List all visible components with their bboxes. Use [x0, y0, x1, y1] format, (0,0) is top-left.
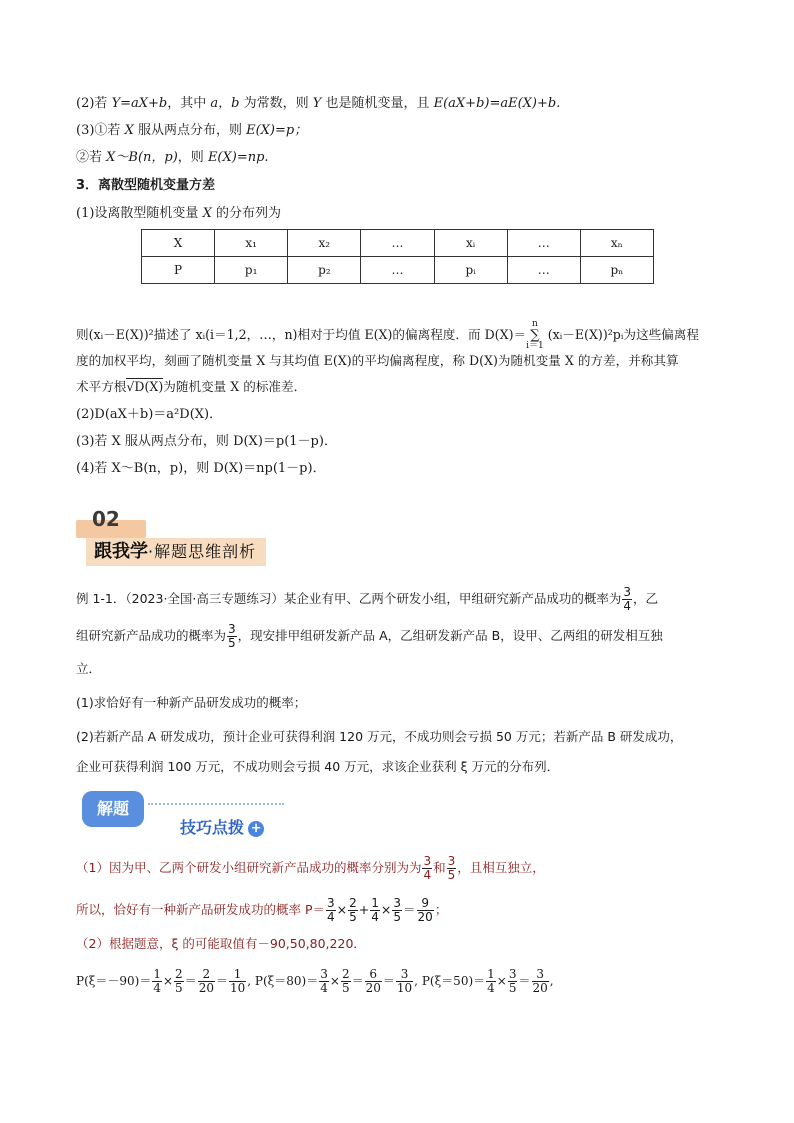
solution-step-2: 所以，恰好有一种新产品研发成功的概率 P＝ $\frac{3}{4}$ × $\frac{2}{5}$ + $\frac{1}{4}$ × $\frac{3}{5}$ ＝ $\frac{9}{20}$ ； — [76, 896, 448, 924]
table-cell: X — [142, 230, 215, 257]
example-line-3: 立． — [76, 661, 102, 676]
tips-label: 技巧点拨 + — [180, 815, 264, 838]
table-cell: pₙ — [580, 257, 653, 284]
table-cell: p₁ — [215, 257, 288, 284]
example-line-2: 组研究新产品成功的概率为 $\frac{3}{5}$ ，现安排甲组研发新产品 A，乙组研发新产品 B，设甲、乙两组的研发相互独 — [76, 622, 663, 650]
table-row — [142, 230, 654, 257]
distribution-intro: (1)设离散型随机变量 X 的分布列为 — [76, 206, 281, 221]
table-cell: … — [361, 257, 434, 284]
table-cell: x₁ — [215, 230, 288, 257]
table-cell: xᵢ — [434, 230, 507, 257]
section-banner: 跟我学·解题思维剖析 — [86, 538, 266, 566]
distribution-table — [141, 229, 654, 284]
two-point-variance-line: (3)若 X 服从两点分布，则 D(X)＝p(1－p)． — [76, 434, 337, 449]
question-1: (1)求恰好有一种新产品研发成功的概率； — [76, 695, 307, 710]
solution-badge: 解题 — [82, 791, 144, 827]
table-cell: … — [361, 230, 434, 257]
probability-values-line: P(ξ＝－90)＝ $\frac{1}{4}$ × $\frac{2}{5}$ ＝ $\frac{2}{20}$ ＝ $\frac{1}{10}$ , P(ξ＝80)＝ $\frac{3}{4}$ × $\frac{2}{5}$ ＝ $\frac{6}{20}$ ＝ $\frac{3}{10}$ , P(ξ＝50)＝ $\frac{1}{4}$ × $\frac{3}{5}$ ＝ $\frac{3}{20}$ , — [76, 967, 554, 995]
question-2-line-1: (2)若新产品 A 研发成功，预计企业可获得利润 120 万元，不成功则会亏损 50 万元；若新产品 B 研发成功， — [76, 729, 683, 744]
table-cell: xₙ — [580, 230, 653, 257]
solution-step-1: （1）因为甲、乙两个研发小组研究新产品成功的概率分别为为 $\frac{3}{4}$ 和 $\frac{3}{5}$ ，且相互独立， — [76, 854, 545, 882]
binomial-expectation-line: ②若 X～B(n，p)，则 E(X)=np. — [76, 150, 269, 165]
table-row — [142, 257, 654, 284]
variance-linear-line: (2)D(aX＋b)＝a²D(X)． — [76, 407, 223, 422]
table-cell: pᵢ — [434, 257, 507, 284]
table-cell: x₂ — [288, 230, 361, 257]
binomial-variance-line: (4)若 X～B(n，p)，则 D(X)＝np(1－p)． — [76, 461, 326, 476]
question-2-line-2: 企业可获得利润 100 万元，不成功则会亏损 40 万元，求该企业获利 ξ 万元的分布列． — [76, 759, 560, 774]
table-cell: P — [142, 257, 215, 284]
table-cell: … — [507, 230, 580, 257]
variance-definition-line-2: 度的加权平均，刻画了随机变量 X 与其均值 E(X)的平均偏离程度，称 D(X)为随机变量 X 的方差，并称其算 — [76, 353, 679, 368]
variance-definition-line-3: 术平方根√D(X)为随机变量 X 的标准差． — [76, 379, 307, 394]
section-number: 02 — [92, 507, 120, 531]
two-point-expectation-line: (3)①若 X 服从两点分布，则 E(X)=p； — [76, 123, 308, 138]
dotted-divider — [148, 803, 284, 805]
variance-definition-line-1: 则(xᵢ－E(X))²描述了 xᵢ(i＝1,2，…，n)相对于均值 E(X)的偏离程度．而 D(X)＝ n ∑ i＝1 (xᵢ－E(X))²pᵢ为这些偏离程 — [76, 319, 699, 351]
solution-step-3: （2）根据题意，ξ 的可能取值有－90,50,80,220． — [76, 936, 366, 951]
example-line-1: 例 1-1．（2023·全国·高三专题练习）某企业有甲、乙两个研发小组，甲组研究新产品成功的概率为 $\frac{3}{4}$ ，乙 — [76, 585, 659, 613]
table-cell: p₂ — [288, 257, 361, 284]
variance-heading: 3．离散型随机变量方差 — [76, 178, 216, 193]
table-cell: … — [507, 257, 580, 284]
expectation-linear-line: (2)若 Y=aX+b，其中 a，b 为常数，则 Y 也是随机变量，且 E(aX+b)=aE(X)+b. — [76, 96, 561, 111]
plus-icon: + — [248, 821, 264, 837]
